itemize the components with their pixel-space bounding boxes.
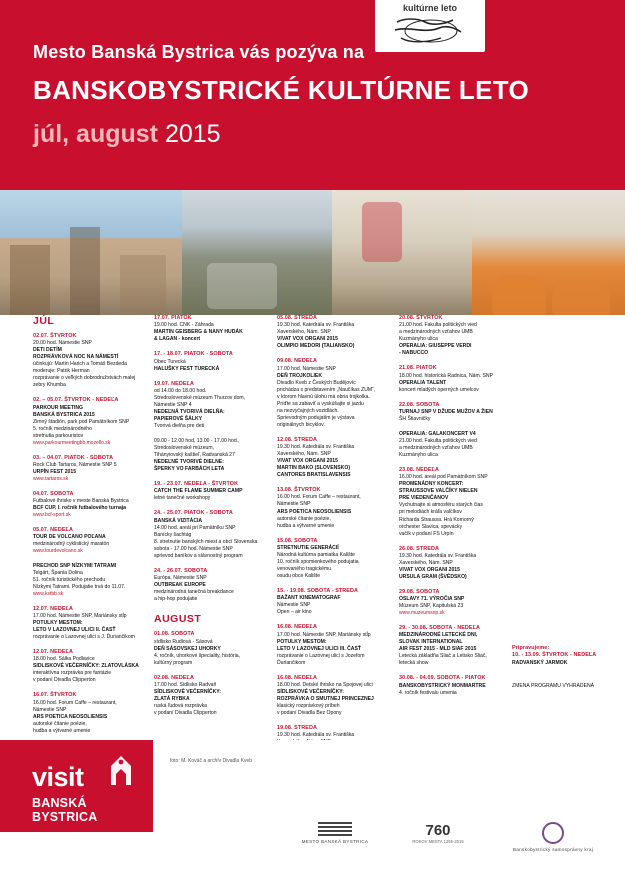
- event-date: 22.08. SOBOTA: [399, 401, 440, 408]
- event-line: Xaverského, Nám. SNP: [277, 329, 331, 336]
- event-line: a medzinárodných vzťahov UMB: [399, 445, 473, 452]
- event-line: 14.00 hod. areál pri Pamätníku SNP: [154, 524, 236, 531]
- event-line: PARKOUR MEETING: [33, 404, 83, 411]
- event-line: 19.30 hod. Katedrála sv. Františka: [277, 444, 355, 451]
- event-line: Rock Club Tartaros, Námestie SNP 5: [33, 461, 117, 468]
- event-line: & LAGAN - koncert: [154, 336, 201, 343]
- event-item: [33, 397, 143, 446]
- event-item: [277, 487, 389, 529]
- event-line: CATCH THE FLAME SUMMER CAMP: [154, 488, 243, 495]
- event-line: pri melodiách kráľa valčíkov: [399, 509, 462, 516]
- event-line: OSLAVY 71. VÝROČIA SNP: [399, 596, 465, 603]
- event-url[interactable]: www.muzeumsnp.sk: [399, 610, 445, 617]
- event-item: [277, 538, 389, 580]
- event-url[interactable]: www.kstbb.sk: [33, 590, 64, 597]
- event-line: VIVAT VOX ORGANI 2015: [399, 566, 460, 573]
- event-item: [154, 381, 266, 430]
- event-line: POTULKY MESTOM:: [33, 619, 83, 626]
- note-line: ZMENA PROGRAMU VYHRADENÁ: [512, 682, 595, 689]
- event-date: 02.08. NEDEĽA: [154, 674, 194, 681]
- event-line: 4. ročník festivalu umenia: [399, 689, 457, 696]
- event-line: 19.00 hod. CNK - Záhrada: [154, 322, 214, 329]
- event-line: hudba a výtvarné umenie: [33, 727, 91, 734]
- event-line: Námestie SNP: [277, 602, 311, 609]
- event-line: Letecká základňa Sliač a Letisko Sliač,: [399, 653, 487, 660]
- event-line: ruská ľudová rozprávka: [154, 702, 208, 709]
- event-line: STRETNUTIE GENERÁCIÍ: [277, 544, 339, 551]
- event-line: 4. ročník, uhorkové špeciality, história,: [154, 652, 240, 659]
- event-line: OPERALIA TALENT: [399, 379, 447, 386]
- event-item: [277, 624, 389, 666]
- event-date: 29.08. SOBOTA: [399, 588, 440, 595]
- event-date: 26.08. STREDA: [399, 545, 439, 552]
- month-heading-july: JÚL: [33, 315, 55, 327]
- event-item: [33, 527, 143, 555]
- sponsor-label: MESTO BANSKÁ BYSTRICA: [301, 839, 369, 844]
- event-line: sídlisko Rudlová - Sásová: [154, 638, 213, 645]
- event-line: MARTIN BAKO (SLOVENSKO): [277, 465, 351, 472]
- event-line: OPERALIA: GIUSEPPE VERDI: [399, 343, 472, 350]
- event-date: 16.08. NEDEĽA: [277, 624, 317, 631]
- event-date: 05.07. NEDEĽA: [33, 526, 73, 533]
- event-date: 05.08. STREDA: [277, 315, 317, 321]
- event-line: Open – air kino: [277, 609, 312, 616]
- program-column-3: [277, 315, 389, 768]
- event-item: [33, 491, 143, 519]
- header-titles: [33, 42, 529, 149]
- event-line: STRAUSSOVE VALČÍKY NIELEN: [399, 488, 478, 495]
- program-column-5: [512, 645, 612, 698]
- event-date: 21.08. PIATOK: [399, 365, 437, 372]
- program-column-4: [399, 315, 509, 705]
- event-line: TOUR DE VOLCANO POĽANA: [33, 533, 106, 540]
- sponsor-region: [493, 822, 613, 852]
- event-line: 21.00 hod. Fakulta politických vied: [399, 438, 477, 445]
- event-line: v podaní Divadla Clipperton: [33, 677, 96, 684]
- event-line: autorské čítanie poézie,: [33, 720, 87, 727]
- event-line: letecká show: [399, 660, 429, 667]
- event-date: 19. - 23.07. NEDEĽA - ŠTVRTOK: [154, 481, 239, 488]
- event-item: [277, 437, 389, 479]
- event-date: 17. - 18.07. PIATOK - SOBOTA: [154, 351, 233, 358]
- photo-tricycle: [182, 190, 332, 315]
- event-line: 8. stretnutie banských miest a obcí Slovenska: [154, 538, 258, 545]
- event-line: Stredoslovenské múzeum Thurzov dom,: [154, 394, 246, 401]
- period-year: 2015: [164, 120, 221, 148]
- event-line: BAŽANT KINEMATOGRAF: [277, 595, 341, 602]
- event-item: [154, 510, 266, 559]
- event-line: Kuzmányho ulica: [399, 452, 438, 459]
- event-item: [399, 365, 509, 393]
- event-item: [33, 333, 143, 389]
- event-line: 17.00 hod. Námestie SNP, Mariánsky stĺp: [33, 612, 127, 619]
- event-line: OUTBREAK EUROPE: [154, 582, 206, 589]
- event-line: interaktívna rozprávka pre fantázie: [33, 670, 112, 677]
- event-date: 16.08. NEDEĽA: [277, 674, 317, 681]
- event-line: Námestie SNP: [33, 706, 67, 713]
- event-item: [33, 692, 143, 734]
- event-line: Ďuriančikom: [277, 659, 306, 666]
- event-date: 30.08. - 04.09. SOBOTA - PIATOK: [399, 675, 486, 682]
- event-item: [154, 315, 266, 343]
- event-line: POTULKY MESTOM:: [277, 638, 327, 645]
- event-item: [33, 649, 143, 684]
- upcoming-block: [512, 645, 612, 667]
- event-line: Stredoslovenské múzeum,: [154, 445, 215, 452]
- event-date: 12.07. NEDEĽA: [33, 605, 73, 612]
- event-line: Európa, Námestie SNP: [154, 575, 207, 582]
- event-line: v podaní Divadla Bez Opony: [277, 710, 342, 716]
- event-line: PRE VIEDENČANOV: [399, 495, 449, 502]
- program-change-note: [512, 683, 612, 690]
- photo-beanbags: [472, 190, 625, 315]
- event-line: ŠH Štiavničky: [399, 416, 431, 423]
- visit-banska-bystrica-logo[interactable]: [0, 740, 153, 832]
- event-line: letné tanečné workshopy: [154, 495, 211, 502]
- event-line: Sprievodným podujatím je výstava: [277, 414, 355, 421]
- event-item: [399, 467, 509, 537]
- event-item: [154, 481, 266, 502]
- event-line: DEŇ TROJKOLIEK: [277, 372, 322, 379]
- event-line: 18.00 hod. historická Radnica, Nám. SNP: [399, 372, 493, 379]
- invite-line: Mesto Banská Bystrica vás pozýva na: [33, 42, 365, 62]
- event-item: [154, 631, 266, 666]
- event-line: VIVAT VOX ORGANI 2015: [277, 458, 338, 465]
- event-line: ARS POETICA NEOSOLIENSIS: [33, 713, 108, 720]
- event-line: NEDEĽNÁ TVORIVÁ DIELŇA:: [154, 409, 225, 416]
- event-line: MARTIN GEISBERG & NANY HUDÁK: [154, 329, 243, 336]
- event-line: 5. ročník medzinárodného: [33, 425, 92, 432]
- photo-strip: [0, 190, 625, 315]
- event-url[interactable]: www.tourdevolcano.sk: [33, 548, 83, 555]
- event-line: 19.30 hod. Katedrála sv. Františka: [277, 732, 355, 739]
- event-item: [33, 563, 143, 598]
- event-line: stretnutia parkouristov: [33, 432, 84, 439]
- event-line: Obec Turecká: [154, 358, 186, 365]
- event-line: Tihányiovský kaštieľ, Radvanská 27: [154, 452, 235, 459]
- event-date: 23.08. NEDEĽA: [399, 467, 439, 474]
- event-item: [277, 675, 389, 717]
- event-line: HALUŠKY FEST TURECKÁ: [154, 365, 220, 372]
- event-line: 18.00 hod. Sálka Podlavice: [33, 656, 95, 663]
- program-body: [0, 315, 625, 740]
- logo-label: kultúrne leto: [402, 3, 457, 13]
- poster-footer: [0, 740, 625, 879]
- event-line: koncert mladých operných umelcov: [399, 386, 479, 393]
- event-line: PAPIEROVÉ ŠÁLKY: [154, 416, 203, 423]
- event-line: - NABUCCO: [399, 350, 429, 357]
- event-line: Námestie SNP 4: [154, 402, 192, 408]
- event-line: Zimný štadión, park pod Pamätníkom SNP: [33, 418, 130, 425]
- event-line: Nízkymi Tatrami. Podujatie trvá do 11.07.: [33, 583, 126, 590]
- visit-word: visit: [32, 762, 84, 792]
- event-line: na nezvyčajných vozidlách.: [277, 407, 339, 414]
- period-text: júl, august: [33, 120, 158, 148]
- event-date: 17.07. PIATOK: [154, 315, 192, 321]
- event-line: Príďte sa zabaviť a vyskúšajte si jazdu: [277, 400, 364, 407]
- event-line: Telgárt, Špania Dolina: [33, 569, 83, 576]
- event-line: Richarda Straussa. Hrá Komorný: [399, 516, 474, 523]
- event-item: [277, 315, 389, 350]
- event-item: [277, 588, 389, 616]
- event-line: 16.00 hod. Forum Caffe – restaurant,: [277, 494, 361, 501]
- event-date: 03. – 04.07. PIATOK - SOBOTA: [33, 454, 114, 461]
- event-item: [399, 402, 509, 423]
- event-line: Xaverského, Nám. SNP: [399, 559, 453, 566]
- event-line: Národná kultúrna pamiatka Kalište: [277, 551, 355, 558]
- event-line: 17.00 hod. Sídlisko Radvaň: [154, 681, 217, 688]
- event-line: TURNAJ SNP V DŽUDE MUŽOV A ŽIEN: [399, 409, 493, 416]
- event-line: BANSKÁ VIZITÁCIA: [154, 517, 203, 524]
- event-date: 16.07. ŠTVRTOK: [33, 692, 77, 699]
- event-line: 20.00 hod. Námestie SNP: [33, 340, 92, 347]
- poster-title: BANSKOBYSTRICKÉ KULTÚRNE LETO: [33, 75, 529, 105]
- event-line: a hip-hop podujatie: [154, 596, 198, 603]
- event-date: 04.07. SOBOTA: [33, 490, 74, 497]
- sponsor-label: Banskobystrický samosprávny kraj: [512, 847, 594, 852]
- event-item: [399, 625, 509, 667]
- event-line: 19.30 hod. Katedrála sv. Františka: [277, 322, 355, 329]
- event-line: PROMENÁDNY KONCERT:: [399, 481, 464, 488]
- photo-town-square: [0, 190, 182, 315]
- event-line: PRECHOD SNP NÍZKYMI TATRAMI: [33, 562, 117, 569]
- anniversary-number: 760: [425, 822, 451, 839]
- event-date: 29. - 30.08. SOBOTA - NEDEĽA: [399, 624, 480, 631]
- event-line: 09.00 - 12.00 hod, 13.00 - 17.00 hod.,: [154, 438, 240, 445]
- event-line: rozprávanie o Lazovnej ulici s Jozefom: [277, 652, 365, 659]
- event-line: 17.00 hod. Námestie SNP: [277, 365, 336, 372]
- event-date: 01.08. SOBOTA: [154, 631, 195, 638]
- event-date: 09.08. NEDEĽA: [277, 358, 317, 365]
- event-line: Tvorivá dielňa pre deti: [154, 423, 205, 430]
- event-date: 13.08. ŠTVRTOK: [277, 487, 321, 494]
- event-line: sobota - 17.00 hod. Námestie SNP: [154, 545, 233, 552]
- event-line: 19.30 hod. Katedrála sv. Františka: [399, 552, 477, 559]
- event-date: 24. - 25.07. PIATOK - SOBOTA: [154, 510, 233, 517]
- event-line: DETI DETÍM: [33, 347, 62, 354]
- event-line: NEDEĽNÉ TVORIVÉ DIELNE:: [154, 459, 224, 466]
- event-item: [399, 546, 509, 581]
- month-heading-august: AUGUST: [154, 613, 202, 626]
- event-url[interactable]: www.parkourmeetingbb.mozello.sk: [33, 439, 111, 446]
- event-item: [154, 568, 266, 603]
- photo-children: [332, 190, 472, 315]
- event-item: [33, 455, 143, 483]
- event-line: vačík v podaní FS Urpín: [399, 530, 454, 537]
- event-line: Banícky šachtág: [154, 531, 192, 538]
- city-bars-icon: [285, 822, 385, 836]
- event-date: 24. - 26.07. SOBOTA: [154, 567, 208, 574]
- event-line: BCF CUP, I. ročník futbalového turnaja: [33, 504, 127, 511]
- event-url[interactable]: www.tartaros.sk: [33, 475, 69, 482]
- event-line: OPERALIA: GALAKONCERT V4: [399, 431, 476, 438]
- event-line: SIDLISKOVÉ VEČERNÍČKY: ZLATOVLÁSKA: [33, 663, 139, 670]
- event-url[interactable]: www.bcf-sport.sk: [33, 511, 71, 518]
- event-line: Múzeum SNP, Kapitulská 23: [399, 603, 464, 610]
- event-item: [399, 589, 509, 617]
- event-line: 16.00 hod. Forum Caffe – restaurant,: [33, 699, 117, 706]
- event-line: účinkujú: Martin Harich a Tomáš Bezdeda: [33, 361, 127, 368]
- event-line: SLOVAK INTERNATIONAL: [399, 639, 463, 646]
- poster-header: [0, 0, 625, 190]
- event-line: moderuje: Patrik Herman: [33, 368, 90, 375]
- event-line: sprievod baníkov a sláv​nostný program: [154, 552, 243, 559]
- region-ring-icon: [542, 822, 564, 844]
- event-date: 02. – 05.07. ŠTVRTOK - NEDEĽA: [33, 397, 119, 404]
- event-line: OLIMPIO MEDORI (TALIANSKO): [277, 343, 355, 350]
- event-item: [399, 315, 509, 357]
- event-line: ROZPRÁVKA O SMUTNEJ PRINCEZNEJ: [277, 695, 374, 702]
- event-line: URSULA GRAM (ŠVÉDSKO): [399, 573, 467, 580]
- event-line: v podaní Divadla Clipperton: [154, 709, 217, 716]
- event-line: prichádza s predstavením „Naučíkas ZUM“,: [277, 386, 376, 393]
- event-line: URPÍN FEST 2015: [33, 468, 77, 475]
- event-line: v ktorom hlavnú úlohu má obria trojkolka.: [277, 393, 370, 400]
- photo-credit: foto: M. Kováč a archív Divadla Kveb: [170, 758, 252, 764]
- program-column-2: [154, 315, 266, 725]
- event-line: 10. ročník spomienkového podujatia: [277, 558, 359, 565]
- event-line: 21.00 hod. Fakulta politických vied: [399, 322, 477, 329]
- event-line: ZLATÁ RYBKA: [154, 695, 190, 702]
- poster-period: [33, 120, 529, 149]
- event-line: autorské čítanie poézie,: [277, 515, 331, 522]
- event-line: SÍDLISKOVÉ VEČERNÍČKY:: [277, 688, 344, 695]
- sponsor-city: [285, 822, 385, 844]
- event-line: DEŇ SÁSOVSKEJ UHORKY: [154, 645, 221, 652]
- sponsor-row: [285, 822, 615, 862]
- event-line: SÍDLISKOVÉ VEČERNÍČKY:: [154, 688, 221, 695]
- event-line: klasický rozprávkový príbeh: [277, 702, 340, 709]
- event-line: ŠPERKY VO FARBÁCH LETA: [154, 466, 225, 473]
- event-line: 17.00 hod. Námestie SNP, Mariánsky stĺp: [277, 631, 371, 638]
- event-item: [399, 675, 509, 696]
- event-line: Námestie SNP: [277, 501, 311, 508]
- event-date: 10. - 13.09. ŠTVRTOK - NEDEĽA: [512, 652, 597, 659]
- event-line: rozprávanie o veľkých dobrodružstvách malej zebry Khumba: [33, 375, 136, 389]
- event-line: ROZPRÁVKOVÁ NOC NA NÁMESTÍ: [33, 354, 119, 361]
- event-item: [33, 606, 143, 641]
- event-line: a medzinárodných vzťahov UMB: [399, 329, 473, 336]
- event-line: LETO V LAZOVNEJ ULICI III. ČASŤ: [277, 645, 361, 652]
- event-line: orchester Slavica, spev​ácky: [399, 523, 463, 530]
- anniversary-sub: ROKOV MESTA 1255-2015: [412, 839, 464, 844]
- event-line: 18.00 hod. Detské ihrisko na Spojovej ulici: [277, 681, 373, 688]
- event-line: hudba a výtvarné umenie: [277, 522, 335, 529]
- event-line: originálnych bicyklov.: [277, 421, 325, 428]
- event-line: MEDZINÁRODNÉ LETECKÉ DNI,: [399, 632, 478, 639]
- event-date: 15. - 19.08. SOBOTA - STREDA: [277, 587, 358, 594]
- city-crest-icon: [108, 752, 134, 786]
- event-line: AIR FEST 2015 - MLD SIAF 2015: [399, 646, 477, 653]
- event-line: LETO V LAZOVNEJ ULICI II. ČASŤ: [33, 626, 116, 633]
- event-item: [399, 431, 509, 459]
- event-line: kultúrny program: [154, 659, 193, 666]
- event-line: medzinárodná tanečná breakdance: [154, 589, 234, 596]
- event-item: [154, 675, 266, 717]
- event-date: 20.08. ŠTVRTOK: [399, 315, 443, 321]
- event-line: VIVAT VOX ORGANI 2015: [277, 336, 338, 343]
- prepared-by-label: Pripravujeme:: [512, 645, 550, 651]
- event-date: 15.08. SOBOTA: [277, 537, 318, 544]
- event-item: [154, 438, 266, 473]
- program-column-1: [33, 315, 143, 743]
- event-date: 02.07. ŠTVRTOK: [33, 333, 77, 339]
- sponsor-anniversary: [393, 822, 483, 844]
- event-line: 16.00 hod. areál pod Pamätníkom SNP: [399, 474, 488, 481]
- event-line: medzinárodný cyklistický maratón: [33, 541, 110, 547]
- event-line: rozprávanie o Lazovnej ulici s J. Ďuriančikom: [33, 633, 135, 640]
- city-name: BANSKÁ BYSTRICA: [32, 796, 98, 824]
- event-line: venovaného tragickému: [277, 565, 332, 572]
- event-date: 12.08. STREDA: [277, 436, 317, 443]
- event-date: 19.08. STREDA: [277, 725, 317, 732]
- event-line: CANTORES BRATISLAVENSIS: [277, 472, 351, 479]
- event-line: Kuzmányho ulica: [399, 336, 438, 343]
- event-date: 19.07. NEDEĽA: [154, 380, 194, 387]
- event-line: ARS POETICA NEOSOLIENSIS: [277, 508, 352, 515]
- event-line: Vychutnajte si atmosféru starých čias: [399, 502, 483, 509]
- event-date: 12.07. NEDEĽA: [33, 648, 73, 655]
- event-line: BANSKOBYSTRICKÝ MONMARTRE: [399, 682, 486, 689]
- event-line: RADVANSKÝ JARMOK: [512, 659, 568, 666]
- event-line: Divadlo Kveb z Českých Budějovíc: [277, 379, 356, 386]
- event-line: Futbalové ihrisko v meste Banská Bystrica: [33, 497, 129, 504]
- event-item: [277, 358, 389, 428]
- event-item: [154, 351, 266, 372]
- event-line: osudu obce Kalište: [277, 572, 321, 579]
- event-line: od 14.00 do 18.00 hod.: [154, 387, 207, 394]
- event-line: 51. ročník turistického prechodu: [33, 576, 106, 583]
- event-line: Xaverského, Nám. SNP: [277, 451, 331, 458]
- event-line: BANSKÁ BYSTRICA 2015: [33, 411, 95, 418]
